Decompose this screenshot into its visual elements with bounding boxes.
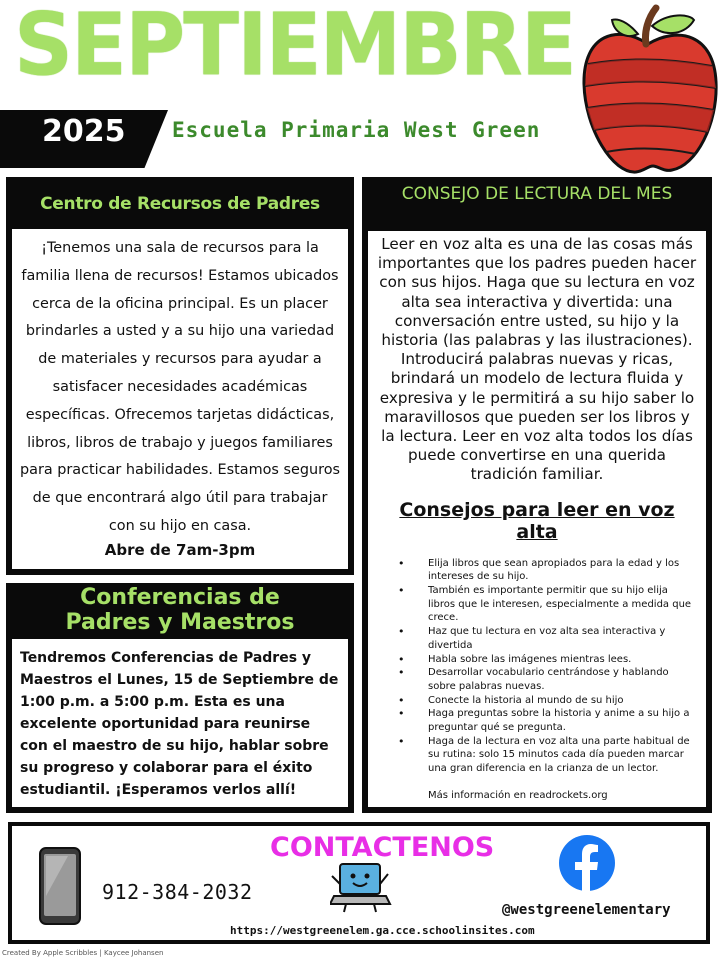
month-title: SEPTIEMBRE bbox=[14, 0, 575, 96]
list-item: • Haz que tu lectura en voz alta sea interactiva y divertida bbox=[376, 625, 698, 652]
list-item: • Habla sobre las imágenes mientras lees. bbox=[376, 653, 698, 667]
conferences-title: Conferencias de Padres y Maestros bbox=[65, 585, 295, 635]
contact-title: CONTACTENOS bbox=[270, 832, 495, 863]
reading-tip-title: CONSEJO DE LECTURA DEL MES bbox=[401, 184, 673, 204]
list-item: • Desarrollar vocabulario centrándose y hablando sobre palabras nuevas. bbox=[376, 666, 698, 693]
parents-resource-center bbox=[6, 177, 354, 575]
list-item: • Conecte la historia al mundo de su hijo bbox=[376, 694, 698, 708]
phone-number[interactable]: 912-384-2032 bbox=[102, 880, 253, 904]
list-item: • Elija libros que sean apropiados para la edad y los intereses de su hijo. bbox=[376, 557, 698, 584]
more-info: Más información en readrockets.org bbox=[428, 789, 608, 801]
phone-icon bbox=[38, 846, 82, 926]
year: 2025 bbox=[42, 114, 126, 149]
parents-center-body: ¡Tenemos una sala de recursos para la familia llena de recursos! Estamos ubicados cerca de la oficina principal. Es un placer brindarles a usted y a su hijo una variedad de materiales y recursos para ayudar a satisfacer necesidades académicas específicas. Ofrecemos tarjetas didácticas, libros, libros de trabajo y juegos familiares para practicar habilidades. Estamos seguros de que encontrará algo útil para trabajar con su hijo en casa. bbox=[19, 240, 341, 534]
conferences-section bbox=[6, 583, 354, 813]
website-link[interactable]: https://westgreenelem.ga.cce.schoolinsites.com bbox=[230, 924, 535, 937]
laptop-icon bbox=[330, 862, 392, 914]
apple-icon bbox=[578, 4, 720, 182]
reading-tip-body: Leer en voz alta es una de las cosas más importantes que los padres pueden hacer con sus hijos. Haga que su lectura en voz alta sea interactiva y divertida: una conversación entre usted, su hijo y la historia (las palabras y las ilustraciones). Introducirá palabras nuevas y ricas, brindará un modelo de lectura fluida y expresiva y le permitirá a su hijo saber lo maravillosos que pueden ser los libros y la lectura. Leer en voz alta todos los días puede convertirse en una querida tradición familiar. bbox=[377, 235, 697, 484]
parents-center-title: Centro de Recursos de Padres bbox=[40, 194, 320, 214]
tips-title: Consejos para leer en voz alta bbox=[399, 498, 675, 543]
facebook-icon[interactable] bbox=[558, 834, 616, 892]
list-item: • Haga de la lectura en voz alta una parte habitual de su rutina: solo 15 minutos cada día pueden marcar una gran diferencia en la crianza de un lector. bbox=[376, 735, 698, 776]
list-item: • También es importante permitir que su hijo elija libros que le interesen, especialmente a medida que crece. bbox=[376, 584, 698, 625]
reading-tip-section bbox=[362, 177, 712, 813]
facebook-handle[interactable]: @westgreenelementary bbox=[502, 902, 671, 918]
credit-line: Created By Apple Scribbles | Kaycee Johansen bbox=[2, 949, 164, 957]
list-item: • Haga preguntas sobre la historia y anime a su hijo a preguntar qué se pregunta. bbox=[376, 707, 698, 734]
contact-section bbox=[8, 822, 710, 944]
school-name: Escuela Primaria West Green bbox=[172, 118, 541, 142]
parents-center-hours: Abre de 7am-3pm bbox=[104, 540, 256, 559]
conferences-body: Tendremos Conferencias de Padres y Maestros el Lunes, 15 de Septiembre de 1:00 p.m. a 5:00 p.m. Esta es una excelente oportunidad para reunirse con el maestro de su hijo, hablar sobre su progreso y colaborar para el éxito estudiantil. ¡Esperamos verlos allí! bbox=[20, 650, 339, 798]
tips-list bbox=[376, 557, 698, 776]
